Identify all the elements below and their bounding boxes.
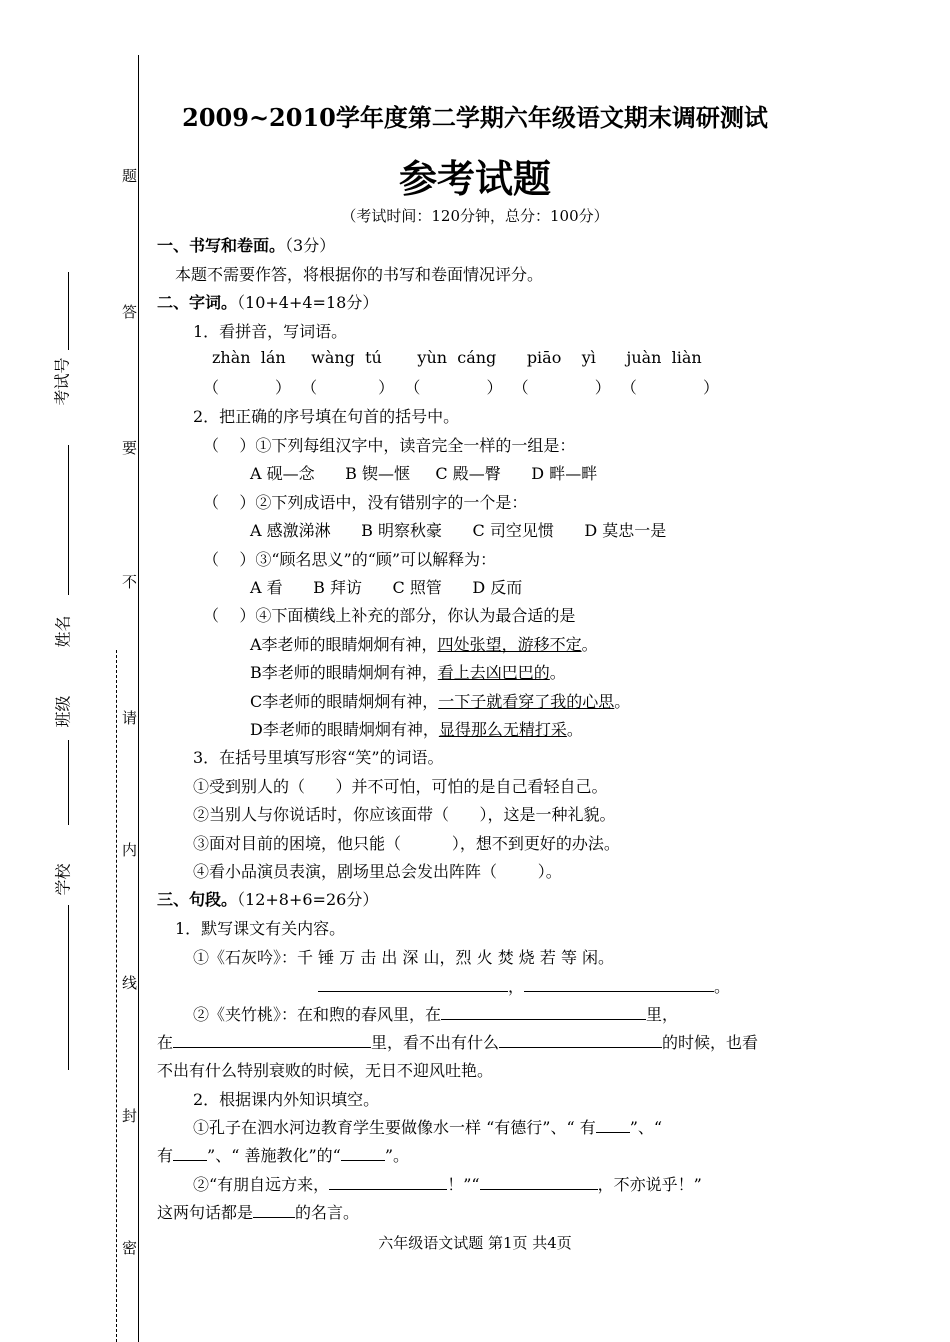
name-label: 姓名 [53, 615, 73, 648]
answer-blank[interactable] [253, 1202, 295, 1218]
exam-title: 2009~2010学年度第二学期六年级语文期末调研测试 [182, 103, 768, 132]
laugh-item: ①受到别人的（ ）并不可怕，可怕的是自己看轻自己。 [193, 777, 608, 796]
seal-char: 封 [120, 1108, 138, 1123]
youpeng-line-2: 这两句话都是 的名言。 [157, 1203, 360, 1222]
answer-blank[interactable] [596, 1117, 630, 1133]
question-2-3: 3．在括号里填写形容“笑”的词语。 [193, 748, 444, 767]
question-3-2: 2．根据课内外知识填空。 [193, 1090, 380, 1109]
answer-blank[interactable] [480, 1174, 598, 1190]
seal-char: 请 [120, 710, 138, 725]
binding-line [138, 55, 139, 1342]
section-2-heading: 二、字词。（10+4+4=18分） [157, 293, 379, 312]
exam-subtitle: 参考试题 [398, 157, 551, 201]
name-field[interactable] [68, 445, 69, 595]
jiazhutao-line-1: ②《夹竹桃》：在和煦的春风里，在 里， [193, 1005, 679, 1024]
exam-number-label: 考试号 [52, 357, 72, 406]
mc-d-option: C李老师的眼睛炯炯有神，一下子就看穿了我的心思。 [250, 692, 631, 711]
answer-blank[interactable] [441, 1004, 646, 1020]
shihuiyin-blanks: ， 。 [318, 974, 730, 997]
seal-char: 答 [120, 304, 138, 319]
answer-blank[interactable] [341, 1145, 385, 1161]
mc-c-prompt: （ ）③“顾名思义”的“顾”可以解释为： [203, 550, 497, 569]
exam-number-field[interactable] [68, 272, 69, 350]
laugh-item: ④看小品演员表演，剧场里总会发出阵阵（ ）。 [193, 862, 562, 881]
question-2-1: 1．看拼音，写词语。 [193, 322, 348, 341]
question-3-1: 1．默写课文有关内容。 [175, 919, 346, 938]
answer-blank[interactable] [329, 1174, 447, 1190]
youpeng-line-1: ②“有朋自远方来， ！”“ ，不亦说乎！” [193, 1175, 702, 1194]
seal-char: 要 [120, 440, 138, 455]
seal-char: 密 [120, 1240, 138, 1255]
section-1-heading: 一、书写和卷面。（3分） [157, 236, 336, 255]
mc-a-prompt: （ ）①下列每组汉字中，读音完全一样的一组是： [203, 436, 576, 455]
class-field[interactable] [68, 740, 69, 825]
answer-blank[interactable] [318, 976, 508, 992]
question-2-2: 2．把正确的序号填在句首的括号中。 [193, 407, 460, 426]
school-field[interactable] [68, 905, 69, 1070]
page-footer: 六年级语文试题 第1页 共4页 [378, 1234, 572, 1252]
class-label: 班级 [53, 695, 73, 728]
jiazhutao-line-2: 在 里，看不出有什么 的时候，也看 [157, 1033, 759, 1052]
mc-d-option: D李老师的眼睛炯炯有神，显得那么无精打采。 [250, 720, 583, 739]
school-label: 学校 [53, 863, 73, 896]
answer-blank[interactable] [173, 1032, 371, 1048]
seal-char: 不 [120, 574, 138, 589]
jiazhutao-line-3: 不出有什么特别衰败的时候，无日不迎风吐艳。 [157, 1061, 494, 1080]
answer-blank[interactable] [173, 1145, 207, 1161]
mc-b-prompt: （ ）②下列成语中，没有错别字的一个是： [203, 493, 528, 512]
mc-d-prompt: （ ）④下面横线上补充的部分，你认为最合适的是 [203, 606, 576, 625]
kongzi-line-2: 有 ”、“ 善施教化”的“ ”。 [157, 1146, 410, 1165]
seal-char: 线 [120, 975, 138, 990]
mc-b-options: A 感激涕淋 B 明察秋豪 C 司空见惯 D 莫忠一是 [250, 521, 667, 540]
answer-blank[interactable] [524, 976, 714, 992]
mc-d-option: A李老师的眼睛炯炯有神，四处张望，游移不定。 [250, 635, 598, 654]
laugh-item: ③面对目前的困境，他只能（ ），想不到更好的办法。 [193, 834, 620, 853]
shihuiyin-line: ①《石灰吟》：千 锤 万 击 出 深 山，烈 火 焚 烧 若 等 闲。 [193, 948, 615, 967]
pinyin-answer-parens[interactable]: （ ） （ ） （ ） （ ） （ ） [203, 378, 720, 397]
section-1-text: 本题不需要作答，将根据你的书写和卷面情况评分。 [175, 265, 544, 284]
mc-d-option: B李老师的眼睛炯炯有神，看上去凶巴巴的。 [250, 663, 566, 682]
kongzi-line-1: ①孔子在泗水河边教育学生要做像水一样 “有德行”、“ 有 ”、“ [193, 1118, 663, 1137]
section-3-heading: 三、句段。（12+8+6=26分） [157, 890, 379, 909]
mc-c-options: A 看 B 拜访 C 照管 D 反而 [250, 578, 523, 597]
mc-a-options: A 砚—念 B 锲—惬 C 殿—臀 D 畔—畔 [250, 464, 598, 483]
answer-blank[interactable] [499, 1032, 662, 1048]
seal-char: 题 [120, 168, 138, 183]
seal-char: 内 [120, 842, 138, 857]
pinyin-row: zhàn lán wàng tú yùn cáng piāo yì juàn liàn [212, 348, 702, 367]
laugh-item: ②当别人与你说话时，你应该面带（ ），这是一种礼貌。 [193, 805, 616, 824]
exam-info: （考试时间：120分钟，总分：100分） [341, 207, 609, 225]
